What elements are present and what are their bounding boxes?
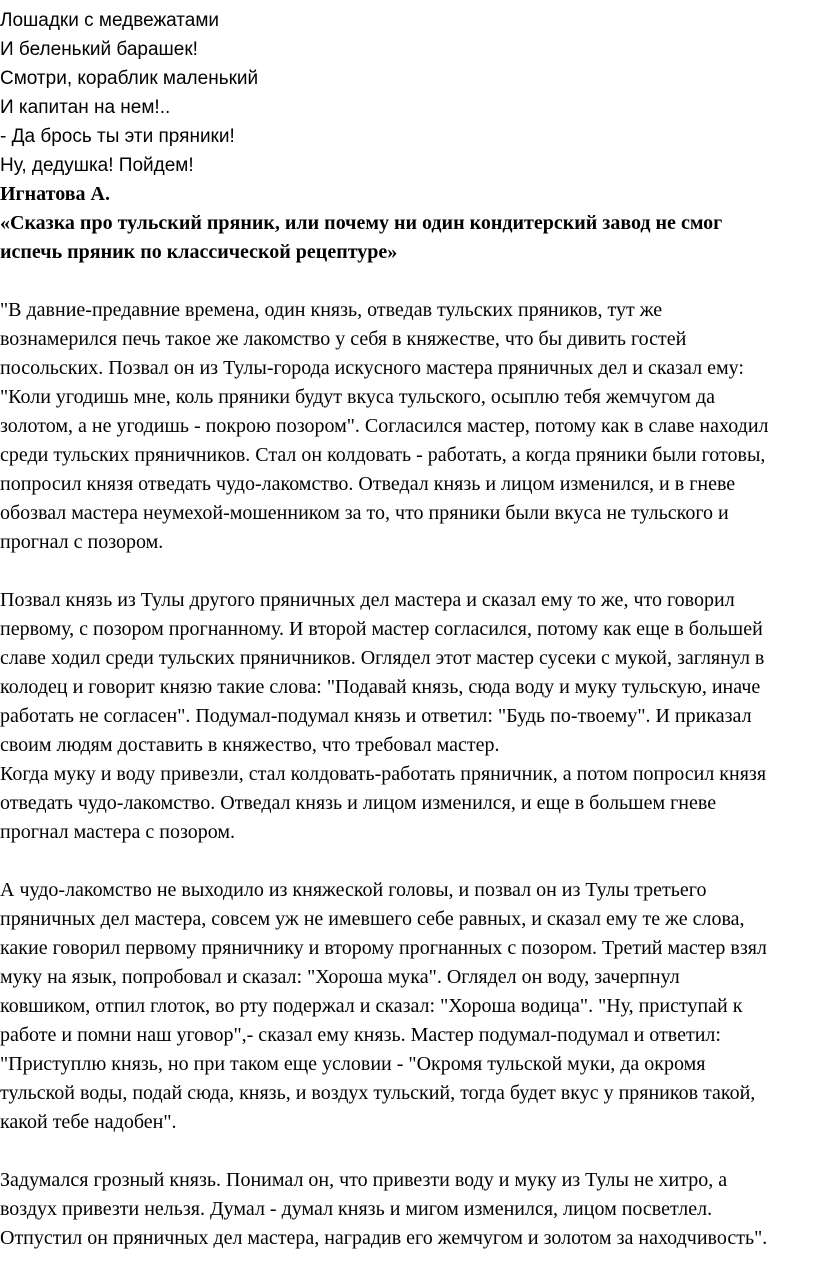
text-line: прогнал мастера с позором.	[0, 821, 236, 843]
text-line: среди тульских пряничников. Стал он колдовать - работать, а когда пряники были готовы,	[0, 444, 766, 466]
text-line: какой тебе надобен".	[0, 1111, 177, 1133]
text-line: муку на язык, попробовал и сказал: "Хороша мука". Оглядел он воду, зачерпнул	[0, 966, 680, 988]
text-line: славе ходил среди тульских пряничников. Оглядел этот мастер сусеки с мукой, заглянул в	[0, 647, 765, 669]
spacer	[0, 557, 816, 586]
text-line: своим людям доставить в княжество, что требовал мастер.	[0, 734, 500, 756]
spacer	[0, 847, 816, 876]
text-line: пряничных дел мастера, совсем уж не имевшего себе равных, и сказал ему те же слова,	[0, 908, 745, 930]
verse-line: Ну, дедушка! Пойдем!	[0, 155, 194, 176]
verse-line: И капитан на нем!..	[0, 97, 171, 118]
text-line: "Коли угодишь мне, коль пряники будут вкуса тульского, осыплю тебя жемчугом да	[0, 386, 715, 408]
text-line: А чудо-лакомство не выходило из княжеской головы, и позвал он из Тулы третьего	[0, 879, 707, 901]
text-line: "В давние-предавние времена, один князь, отведав тульских пряников, тут же	[0, 299, 663, 321]
text-line: работать не согласен". Подумал-подумал князь и ответил: "Будь по-твоему". И приказал	[0, 705, 752, 727]
spacer	[0, 1137, 816, 1166]
paragraph-3	[0, 876, 812, 1137]
spacer	[0, 267, 816, 296]
author-name: Игнатова А.	[0, 183, 110, 205]
text-line: какие говорил первому пряничнику и второму прогнанных с позором. Третий мастер взял	[0, 937, 767, 959]
title-line: «Сказка про тульский пряник, или почему ни один кондитерский завод не смог	[0, 212, 723, 234]
text-line: Отпустил он пряничных дел мастера, наградив его жемчугом и золотом за находчивость".	[0, 1227, 768, 1249]
verse-line: И беленький барашек!	[0, 39, 198, 60]
verse-block	[0, 6, 816, 180]
text-line: воздух привезти нельзя. Думал - думал князь и мигом изменился, лицом посветлел.	[0, 1198, 713, 1220]
text-line: отведать чудо-лакомство. Отведал князь и лицом изменился, и еще в большем гневе	[0, 792, 717, 814]
text-line: работе и помни наш уговор",- сказал ему князь. Мастер подумал-подумал и ответил:	[0, 1024, 721, 1046]
verse-line: Смотри, кораблик маленький	[0, 68, 259, 89]
story-title	[0, 209, 790, 267]
text-line: золотом, а не угодишь - покрою позором". Согласился мастер, потому как в славе находил	[0, 415, 769, 437]
text-line: ковшиком, отпил глоток, во рту подержал и сказал: "Хороша водица". "Ну, приступай к	[0, 995, 743, 1017]
text-line: колодец и говорит князю такие слова: "Подавай князь, сюда воду и муку тульскую, иначе	[0, 676, 761, 698]
text-line: "Приступлю князь, но при таком еще условии - "Окромя тульской муки, да окромя	[0, 1053, 706, 1075]
text-line: прогнал с позором.	[0, 531, 164, 553]
text-line: попросил князя отведать чудо-лакомство. Отведал князь и лицом изменился, и в гневе	[0, 473, 736, 495]
text-line: Задумался грозный князь. Понимал он, что привезти воду и муку из Тулы не хитро, а	[0, 1169, 728, 1191]
verse-line: Лошадки с медвежатами	[0, 10, 220, 31]
text-line: первому, с позором прогнанному. И второй мастер согласился, потому как еще в большей	[0, 618, 763, 640]
paragraph-1	[0, 296, 812, 557]
text-line: Позвал князь из Тулы другого пряничных дел мастера и сказал ему то же, что говорил	[0, 589, 735, 611]
text-line: тульской воды, подай сюда, князь, и воздух тульский, тогда будет вкус у пряников такой,	[0, 1082, 756, 1104]
text-line: Когда муку и воду привезли, стал колдовать-работать пряничник, а потом попросил князя	[0, 763, 767, 785]
verse-line: - Да брось ты эти пряники!	[0, 126, 235, 147]
title-line: испечь пряник по классической рецептуре»	[0, 241, 398, 263]
text-line: посольских. Позвал он из Тулы-города искусного мастера пряничных дел и сказал ему:	[0, 357, 744, 379]
text-line: вознамерился печь такое же лакомство у себя в княжестве, что бы дивить гостей	[0, 328, 687, 350]
paragraph-2	[0, 586, 812, 847]
paragraph-4	[0, 1166, 812, 1253]
text-line: обозвал мастера неумехой-мошенником за то, что пряники были вкуса не тульского и	[0, 502, 729, 524]
